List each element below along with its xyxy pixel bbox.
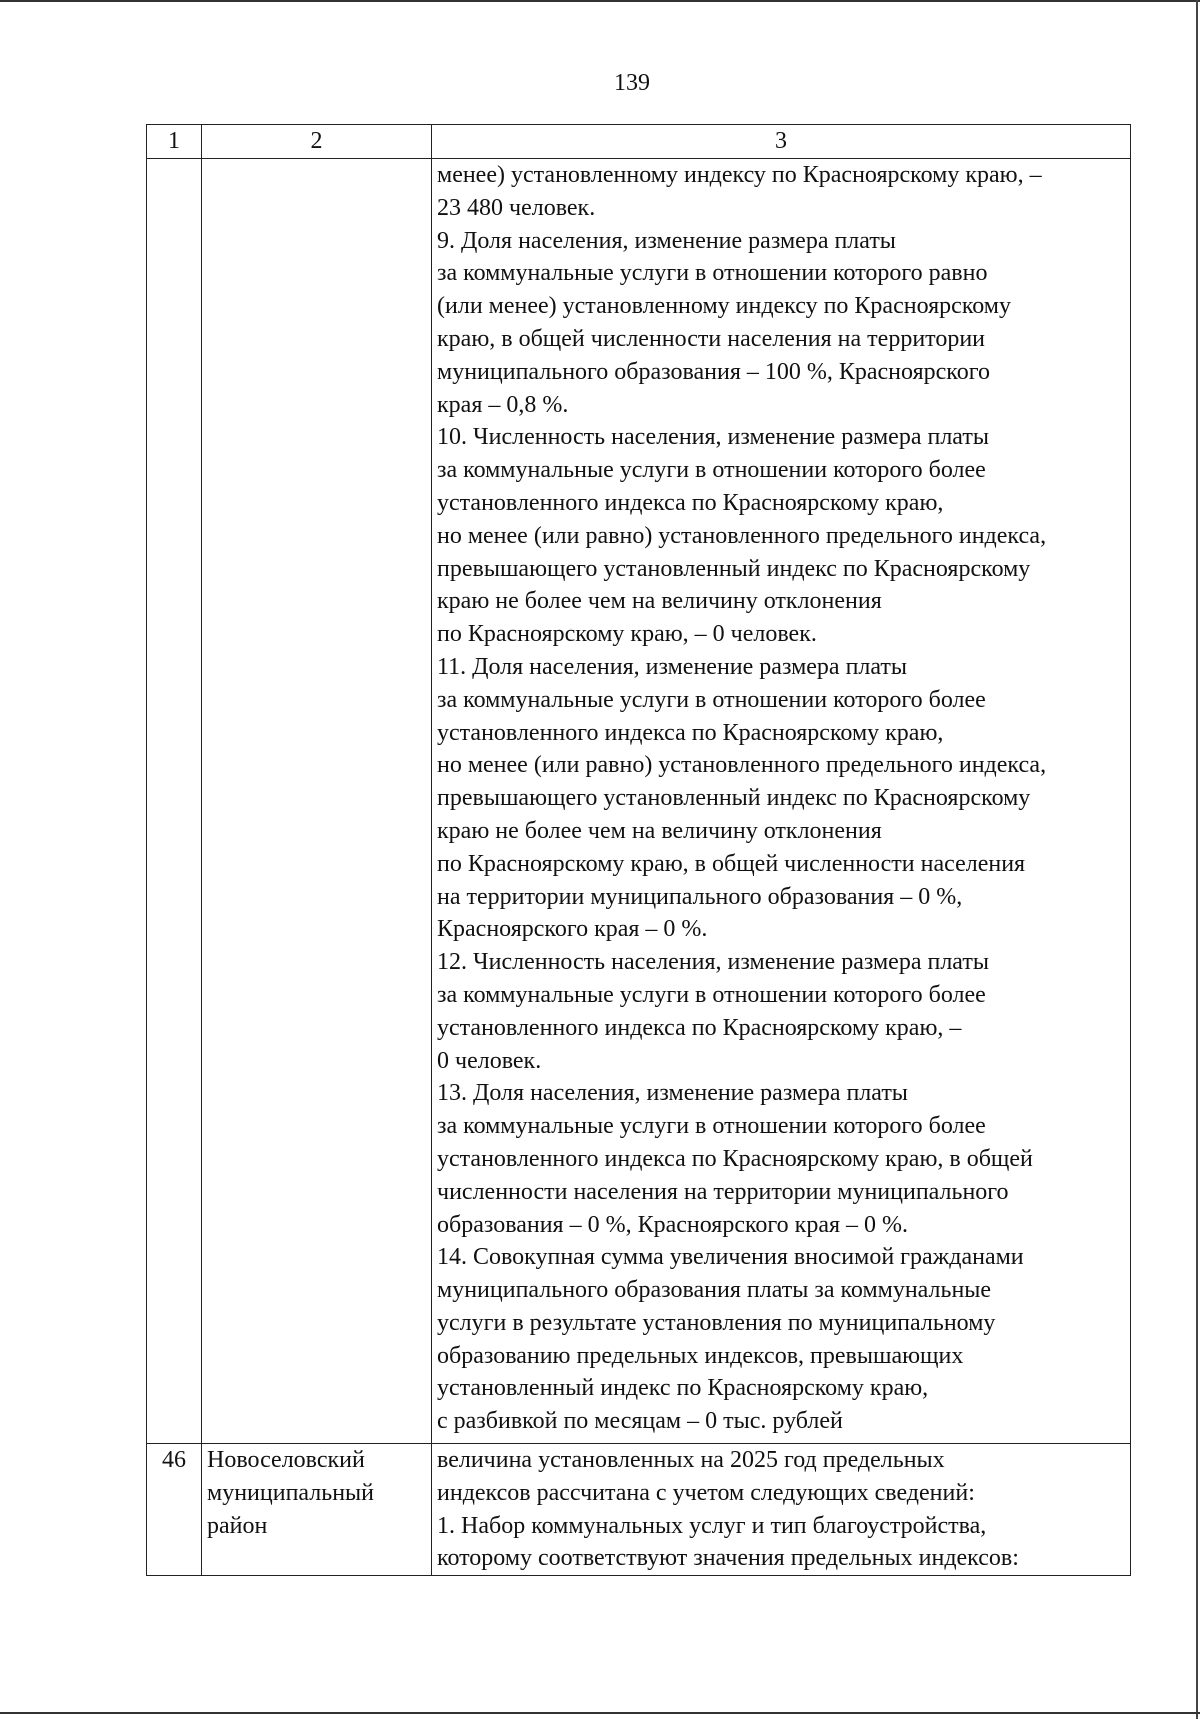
scan-border-bottom bbox=[0, 1712, 1200, 1714]
text-line: образованию предельных индексов, превышающих bbox=[437, 1342, 964, 1369]
text-line: установленный индекс по Красноярскому краю, bbox=[437, 1375, 929, 1402]
continued-name-cell bbox=[202, 159, 432, 1444]
header-col-1: 1 bbox=[147, 125, 202, 159]
table-row-continued bbox=[147, 159, 1131, 1444]
row-46-name bbox=[202, 1444, 432, 1576]
text-line: за коммунальные услуги в отношении которого более bbox=[437, 686, 986, 713]
text-line: краю не более чем на величину отклонения bbox=[437, 817, 882, 844]
row-46-name-line: Новоселовский bbox=[207, 1447, 365, 1473]
page-number: 139 bbox=[614, 70, 650, 96]
continued-text-cell bbox=[432, 159, 1131, 1444]
text-line: 13. Доля населения, изменение размера платы bbox=[437, 1080, 908, 1107]
text-line: превышающего установленный индекс по Красноярскому bbox=[437, 785, 1031, 812]
text-line: края – 0,8 %. bbox=[437, 391, 569, 418]
scan-border-top bbox=[0, 0, 1200, 2]
text-line: 1. Набор коммунальных услуг и тип благоустройства, bbox=[437, 1512, 987, 1539]
row-46-name-line: муниципальный bbox=[207, 1479, 375, 1506]
text-line: но менее (или равно) установленного предельного индекса, bbox=[437, 522, 1047, 549]
text-line: 0 человек. bbox=[437, 1047, 542, 1074]
text-line: муниципального образования платы за коммунальные bbox=[437, 1277, 992, 1304]
text-line: 14. Совокупная сумма увеличения вносимой гражданами bbox=[437, 1244, 1024, 1271]
text-line: Красноярского края – 0 %. bbox=[437, 916, 708, 943]
text-line: но менее (или равно) установленного предельного индекса, bbox=[437, 752, 1047, 779]
row-46-text-cell bbox=[432, 1444, 1131, 1576]
text-line: образования – 0 %, Красноярского края – 0 %. bbox=[437, 1211, 909, 1238]
text-line: 23 480 человек. bbox=[437, 194, 596, 221]
text-line: индексов рассчитана с учетом следующих сведений: bbox=[437, 1479, 975, 1506]
text-line: менее) установленному индексу по Красноярскому краю, – bbox=[437, 162, 1042, 188]
text-line: 9. Доля населения, изменение размера платы bbox=[437, 227, 896, 254]
text-line: за коммунальные услуги в отношении которого более bbox=[437, 1113, 986, 1140]
text-line: краю, в общей численности населения на территории bbox=[437, 325, 986, 352]
text-line: превышающего установленный индекс по Красноярскому bbox=[437, 555, 1031, 582]
text-line: установленного индекса по Красноярскому краю, bbox=[437, 719, 944, 746]
text-line: 12. Численность населения, изменение размера платы bbox=[437, 949, 989, 976]
text-line: услуги в результате установления по муниципальному bbox=[437, 1309, 996, 1336]
text-line: установленного индекса по Красноярскому краю, в общей bbox=[437, 1145, 1033, 1172]
header-col-3: 3 bbox=[432, 125, 1131, 159]
text-line: за коммунальные услуги в отношении которого равно bbox=[437, 260, 988, 287]
table-header-row bbox=[147, 125, 1131, 159]
text-line: за коммунальные услуги в отношении которого более bbox=[437, 981, 986, 1008]
text-line: на территории муниципального образования – 0 %, bbox=[437, 883, 963, 910]
text-line: 10. Численность населения, изменение размера платы bbox=[437, 424, 989, 451]
text-line: установленного индекса по Красноярскому краю, bbox=[437, 489, 944, 516]
text-line: 11. Доля населения, изменение размера платы bbox=[437, 653, 908, 680]
text-line: численности населения на территории муниципального bbox=[437, 1178, 1009, 1205]
text-line: (или менее) установленному индексу по Красноярскому bbox=[437, 293, 1011, 320]
text-line: с разбивкой по месяцам – 0 тыс. рублей bbox=[437, 1408, 843, 1435]
text-line: по Красноярскому краю, в общей численности населения bbox=[437, 850, 1026, 877]
row-46-name-line: район bbox=[207, 1512, 268, 1539]
scan-border-right bbox=[1196, 0, 1198, 1719]
text-line: муниципального образования – 100 %, Красноярского bbox=[437, 358, 990, 385]
continued-number-cell bbox=[147, 159, 202, 1444]
header-col-2: 2 bbox=[202, 125, 432, 159]
text-line: краю не более чем на величину отклонения bbox=[437, 588, 882, 615]
text-line: за коммунальные услуги в отношении которого более bbox=[437, 457, 986, 484]
table-row-46 bbox=[147, 1444, 1131, 1576]
text-line: величина установленных на 2025 год предельных bbox=[437, 1447, 945, 1473]
row-46-number: 46 bbox=[147, 1444, 202, 1576]
text-line: установленного индекса по Красноярскому краю, – bbox=[437, 1014, 962, 1041]
text-line: которому соответствуют значения предельных индексов: bbox=[437, 1545, 1019, 1572]
document-table bbox=[146, 124, 1131, 1576]
text-line: по Красноярскому краю, – 0 человек. bbox=[437, 621, 817, 648]
